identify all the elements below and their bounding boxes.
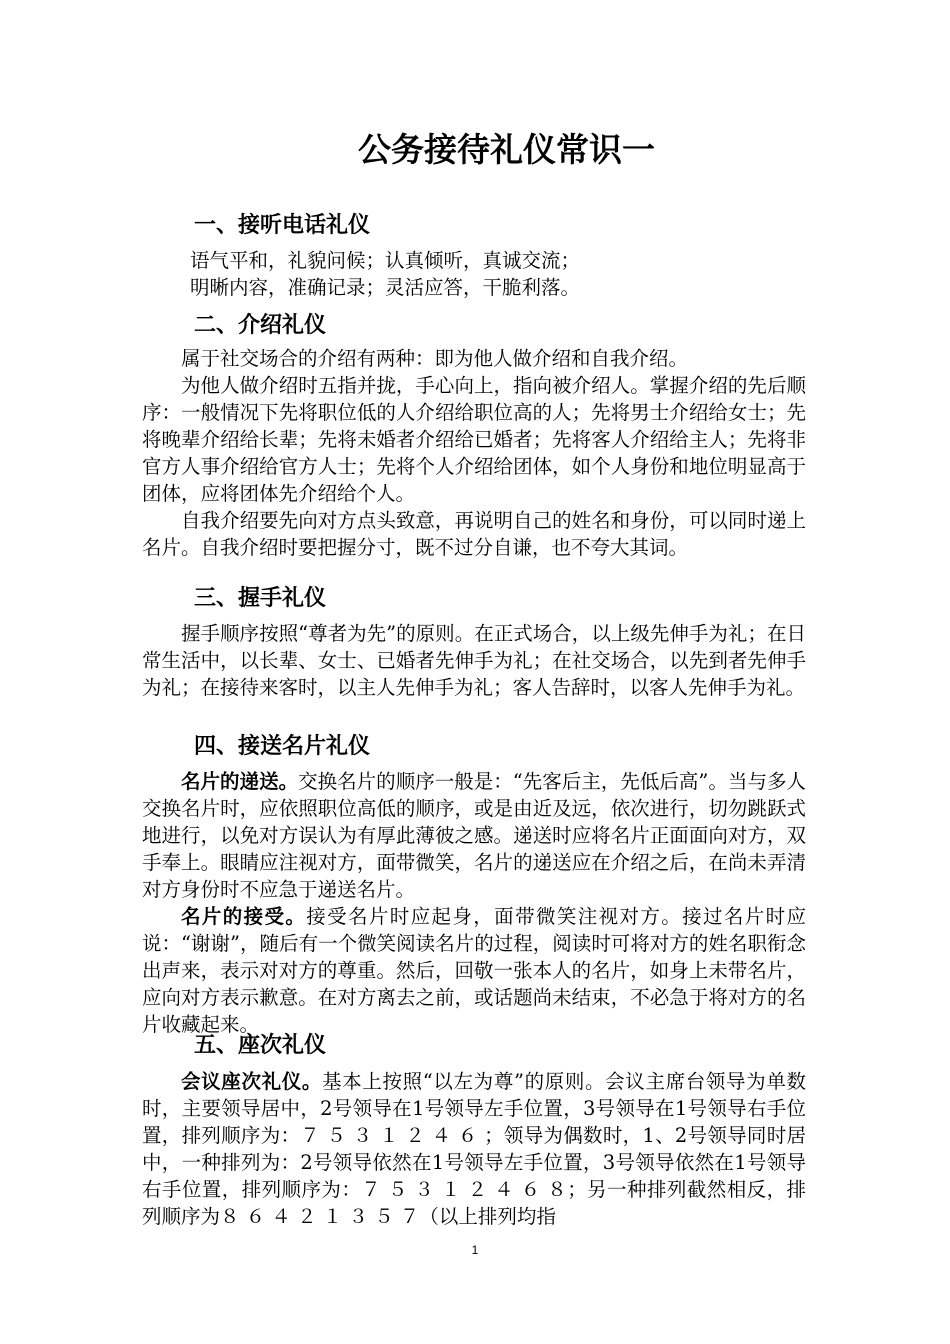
section-handshake-body bbox=[142, 620, 806, 701]
section-heading-phone: 一、接听电话礼仪 bbox=[194, 213, 371, 238]
page-number: 1 bbox=[471, 1243, 479, 1257]
paragraph: 自我介绍要先向对方点头致意，再说明自己的姓名和身份，可以同时递上名片。自我介绍时要把握分寸，既不过分自谦，也不夸大其词。 bbox=[142, 509, 806, 559]
paragraph-lead: 会议座次礼仪。 bbox=[181, 1070, 323, 1093]
section-heading-handshake: 三、握手礼仪 bbox=[194, 586, 327, 611]
paragraph bbox=[142, 1068, 806, 1230]
paragraph: 属于社交场合的介绍有两种：即为他人做介绍和自我介绍。 bbox=[181, 347, 689, 370]
section-heading-seating: 五、座次礼仪 bbox=[194, 1033, 327, 1058]
paragraph-text: 交换名片的顺序一般是：“先客后主，先低后高”。当与多人交换名片时，应依照职位高低的顺序，或是由近及远，依次进行，切勿跳跃式地进行，以免对方误认为有厚此薄彼之感。递送时应将名片正面面向对方，双手奉上。眼睛应注视对方，面带微笑，名片的递送应在介绍之后，在尚未弄清对方身份时不应急于递送名片。 bbox=[142, 770, 806, 901]
paragraph bbox=[142, 768, 806, 903]
paragraph-text: 基本上按照“以左为尊”的原则。会议主席台领导为单数时，主要领导居中，2号领导在1号领导左手位置，3号领导在1号领导右手位置，排列顺序为：７ ５ ３ １ ２ ４ ６ ；领导为偶数时，1、2号领导同时居中，一种排列为：2号领导依然在1号领导左手位置，3号领导依然在1号领导右手位置，排列顺序为：７ ５ ３ １ ２ ４ ６ ８；另一种排列截然相反，排列顺序为８ ６ ４ ２ １ ３ ５ ７（以上排列均指 bbox=[142, 1070, 806, 1228]
paragraph: 握手顺序按照“尊者为先”的原则。在正式场合，以上级先伸手为礼；在日常生活中，以长辈、女士、已婚者先伸手为礼；在社交场合，以先到者先伸手为礼；在接待来客时，以主人先伸手为礼；客人告辞时，以客人先伸手为礼。 bbox=[142, 622, 806, 699]
paragraph-text: 接受名片时应起身，面带微笑注视对方。接过名片时应说：“谢谢”，随后有一个微笑阅读名片的过程，阅读时可将对方的姓名职衔念出声来，表示对对方的尊重。然后，回敬一张本人的名片，如身上未带名片，应向对方表示歉意。在对方离去之前，或话题尚未结束，不必急于将对方的名片收藏起来。 bbox=[142, 905, 806, 1036]
section-introduction-body bbox=[142, 345, 806, 561]
paragraph bbox=[142, 903, 806, 1038]
section-seating-body bbox=[142, 1068, 806, 1230]
paragraph-lead: 名片的接受。 bbox=[181, 905, 307, 928]
section-heading-business-card: 四、接送名片礼仪 bbox=[194, 734, 371, 759]
document-title: 公务接待礼仪常识一 bbox=[358, 130, 655, 169]
paragraph: 为他人做介绍时五指并拢，手心向上，指向被介绍人。掌握介绍的先后顺序：一般情况下先将职位低的人介绍给职位高的人；先将男士介绍给女士；先将晚辈介绍给长辈；先将未婚者介绍给已婚者；先将客人介绍给主人；先将非官方人事介绍给官方人士；先将个人介绍给团体，如个人身份和地位明显高于团体，应将团体先介绍给个人。 bbox=[142, 374, 806, 505]
text-line: 明晰内容，准确记录；灵活应答，干脆利落。 bbox=[190, 276, 581, 299]
section-business-card-body bbox=[142, 768, 806, 1038]
section-heading-introduction: 二、介绍礼仪 bbox=[194, 313, 327, 338]
section-phone-lines bbox=[190, 247, 580, 301]
paragraph-lead: 名片的递送。 bbox=[181, 770, 299, 793]
text-line: 语气平和，礼貌问候；认真倾听，真诚交流； bbox=[190, 249, 581, 272]
